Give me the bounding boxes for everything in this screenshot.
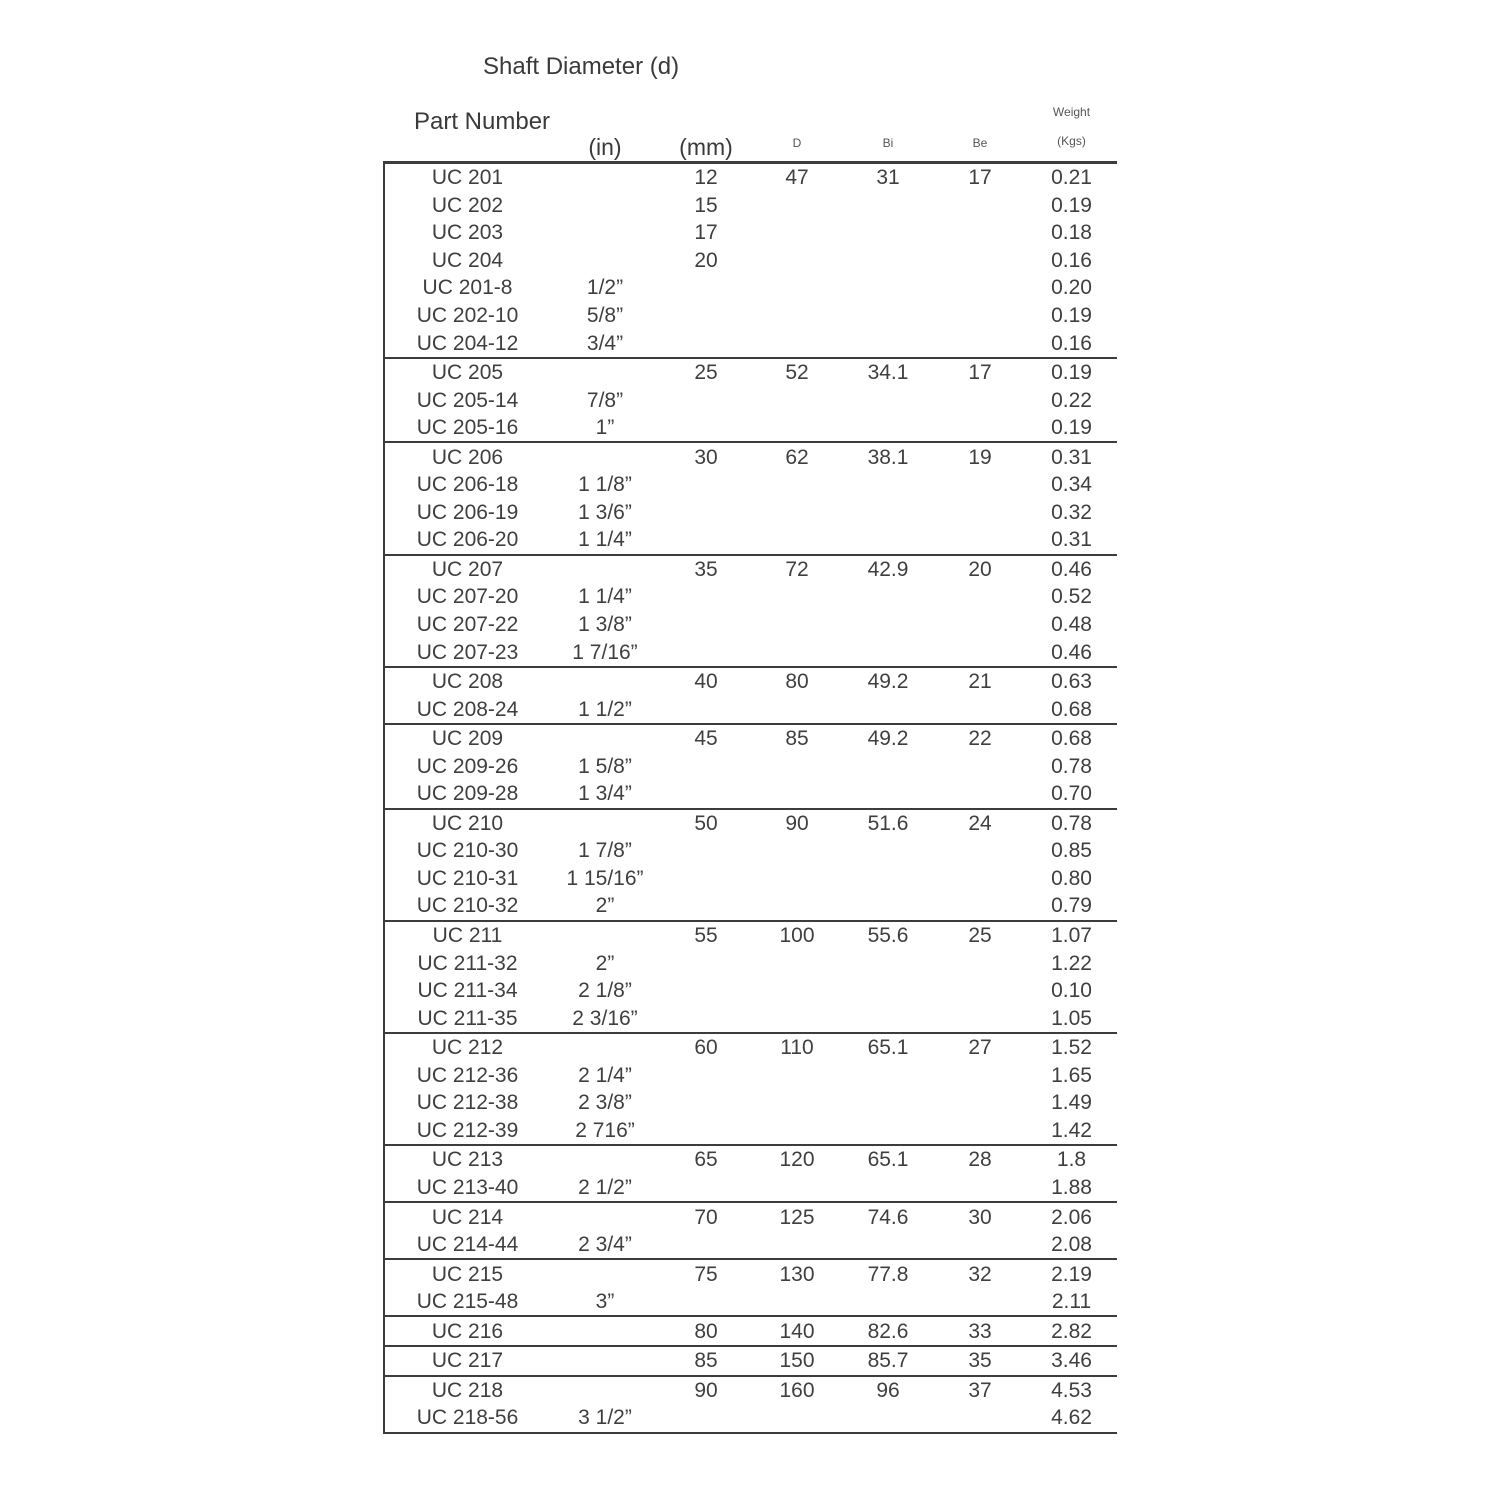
cell-part: UC 218-56	[416, 1406, 519, 1430]
cell-part: UC 207-20	[416, 585, 519, 609]
cell-bi: 85.7	[867, 1349, 909, 1373]
cell-be: 30	[968, 1205, 992, 1229]
cell-in: 2 716”	[575, 1118, 635, 1142]
be-column-header: Be	[972, 136, 988, 150]
table-row	[385, 359, 1117, 387]
cell-wt: 4.62	[1051, 1406, 1092, 1430]
cell-part: UC 204	[431, 248, 504, 272]
table-row	[385, 1377, 1117, 1405]
cell-be: 22	[968, 727, 992, 751]
cell-wt: 0.31	[1051, 528, 1092, 552]
cell-part: UC 201-8	[422, 276, 513, 300]
table-group	[385, 1377, 1117, 1434]
cell-in: 1 1/4”	[578, 585, 632, 609]
cell-wt: 0.19	[1051, 193, 1092, 217]
cell-part: UC 208	[431, 670, 504, 694]
cell-part: UC 215	[431, 1262, 504, 1286]
cell-mm: 80	[694, 1319, 718, 1343]
cell-bi: 77.8	[867, 1262, 909, 1286]
cell-be: 19	[968, 445, 992, 469]
cell-bi: 51.6	[867, 811, 909, 835]
cell-part: UC 209	[431, 727, 504, 751]
cell-in: 1 7/16”	[572, 640, 638, 664]
cell-part: UC 206-18	[416, 473, 519, 497]
cell-d: 110	[780, 1036, 814, 1060]
cell-wt: 0.16	[1051, 248, 1092, 272]
cell-part: UC 205	[431, 361, 504, 385]
table-group	[385, 668, 1117, 725]
cell-in: 2 1/8”	[578, 979, 632, 1003]
cell-in: 3”	[595, 1290, 615, 1314]
cell-wt: 0.78	[1051, 754, 1092, 778]
cell-d: 85	[785, 727, 809, 751]
cell-part: UC 209-28	[416, 782, 519, 806]
cell-mm: 90	[694, 1378, 718, 1402]
cell-wt: 0.34	[1051, 473, 1092, 497]
cell-in: 2”	[595, 951, 615, 975]
cell-part: UC 210-31	[416, 866, 519, 890]
cell-be: 28	[968, 1148, 992, 1172]
cell-in: 1 7/8”	[578, 839, 632, 863]
cell-d: 72	[785, 557, 809, 581]
cell-be: 33	[968, 1319, 992, 1343]
cell-wt: 2.82	[1051, 1319, 1092, 1343]
cell-wt: 3.46	[1051, 1349, 1092, 1373]
cell-bi: 42.9	[867, 557, 909, 581]
cell-part: UC 212-36	[416, 1063, 519, 1087]
cell-bi: 49.2	[867, 727, 909, 751]
cell-part: UC 210	[431, 811, 504, 835]
table-row	[385, 1174, 1117, 1202]
cell-wt: 2.11	[1051, 1290, 1092, 1314]
table-row	[385, 949, 1117, 977]
table-row	[385, 892, 1117, 920]
cell-bi: 49.2	[867, 670, 909, 694]
table-row	[385, 977, 1117, 1005]
cell-wt: 1.42	[1051, 1118, 1092, 1142]
table-group	[385, 1317, 1117, 1347]
cell-part: UC 211	[432, 924, 503, 948]
cell-part: UC 207	[431, 557, 504, 581]
table-row	[385, 302, 1117, 330]
cell-wt: 0.46	[1051, 557, 1092, 581]
table-row	[385, 1004, 1117, 1032]
cell-d: 125	[779, 1205, 815, 1229]
cell-in: 3/4”	[586, 331, 624, 355]
cell-wt: 1.52	[1051, 1036, 1092, 1060]
table-row	[385, 611, 1117, 639]
cell-wt: 0.79	[1051, 894, 1092, 918]
cell-bi: 82.6	[867, 1319, 909, 1343]
table-row	[385, 837, 1117, 865]
table-row	[385, 810, 1117, 838]
cell-bi: 38.1	[867, 445, 909, 469]
cell-part: UC 204-12	[416, 331, 519, 355]
cell-part: UC 206-19	[416, 500, 519, 524]
cell-d: 100	[779, 924, 815, 948]
cell-wt: 0.78	[1051, 811, 1092, 835]
table-row	[385, 1404, 1117, 1432]
table-row	[385, 414, 1117, 442]
cell-be: 32	[968, 1262, 992, 1286]
cell-bi: 31	[876, 166, 900, 190]
table-group	[385, 1146, 1117, 1203]
cell-mm: 30	[694, 445, 718, 469]
table-row	[385, 1231, 1117, 1259]
table-row	[385, 695, 1117, 723]
table-row	[385, 499, 1117, 527]
cell-in: 1 15/16”	[566, 866, 644, 890]
cell-part: UC 214-44	[416, 1233, 519, 1257]
cell-part: UC 212-39	[416, 1118, 519, 1142]
cell-d: 160	[779, 1378, 815, 1402]
cell-mm: 20	[694, 248, 718, 272]
spec-table	[383, 161, 1117, 1434]
cell-wt: 0.20	[1051, 276, 1092, 300]
cell-wt: 0.19	[1051, 304, 1092, 327]
table-row	[385, 1034, 1117, 1062]
cell-part: UC 213-40	[416, 1175, 519, 1199]
table-row	[385, 247, 1117, 275]
cell-wt: 0.68	[1051, 727, 1092, 751]
cell-be: 27	[968, 1036, 992, 1060]
cell-part: UC 202-10	[416, 304, 519, 327]
cell-mm: 40	[694, 670, 718, 694]
cell-part: UC 210-30	[416, 839, 519, 863]
cell-bi: 96	[876, 1378, 900, 1402]
table-group	[385, 359, 1117, 444]
table-row	[385, 1117, 1117, 1145]
cell-part: UC 211-32	[417, 951, 518, 975]
cell-wt: 0.63	[1051, 670, 1092, 694]
d-column-header: D	[792, 136, 802, 150]
cell-in: 1/2”	[586, 276, 624, 300]
in-column-header: (in)	[588, 134, 622, 160]
cell-be: 37	[968, 1378, 992, 1402]
cell-d: 90	[785, 811, 809, 835]
cell-part: UC 208-24	[416, 697, 519, 721]
cell-mm: 70	[694, 1205, 718, 1229]
table-row	[385, 922, 1117, 950]
cell-in: 2 3/8”	[578, 1091, 632, 1115]
cell-mm: 12	[694, 166, 718, 190]
table-row	[385, 443, 1117, 471]
cell-in: 1 5/8”	[578, 754, 632, 778]
cell-part: UC 205-14	[416, 388, 519, 412]
table-group	[385, 810, 1117, 922]
table-row	[385, 638, 1117, 666]
table-row	[385, 329, 1117, 357]
cell-d: 62	[785, 445, 809, 469]
cell-bi: 34.1	[867, 361, 909, 385]
cell-wt: 0.46	[1051, 640, 1092, 664]
cell-wt: 0.16	[1051, 331, 1092, 355]
table-row	[385, 725, 1117, 753]
cell-wt: 1.05	[1051, 1006, 1092, 1030]
table-row	[385, 1288, 1117, 1316]
cell-in: 5/8”	[586, 304, 624, 327]
table-group	[385, 164, 1117, 359]
cell-part: UC 209-26	[416, 754, 519, 778]
cell-part: UC 207-23	[416, 640, 519, 664]
cell-mm: 65	[694, 1148, 718, 1172]
cell-mm: 55	[694, 924, 718, 948]
table-row	[385, 164, 1117, 192]
cell-be: 20	[968, 557, 992, 581]
table-row	[385, 471, 1117, 499]
cell-wt: 0.48	[1051, 613, 1092, 637]
cell-part: UC 212	[431, 1036, 504, 1060]
cell-wt: 0.19	[1051, 361, 1092, 385]
part-number-column-header: Part Number	[414, 108, 551, 135]
cell-wt: 0.70	[1051, 782, 1092, 806]
cell-mm: 15	[694, 193, 718, 217]
cell-wt: 0.10	[1051, 979, 1092, 1003]
cell-part: UC 216	[431, 1319, 504, 1343]
table-row	[385, 386, 1117, 414]
table-row	[385, 1260, 1117, 1288]
cell-in: 2”	[595, 894, 615, 918]
cell-bi: 65.1	[867, 1148, 909, 1172]
cell-in: 2 3/16”	[572, 1006, 638, 1030]
cell-in: 1”	[595, 416, 615, 440]
cell-in: 1 3/4”	[578, 782, 632, 806]
cell-wt: 2.19	[1051, 1262, 1092, 1286]
cell-d: 52	[785, 361, 809, 385]
cell-wt: 1.88	[1051, 1175, 1092, 1199]
cell-wt: 1.22	[1051, 951, 1092, 975]
table-row	[385, 526, 1117, 554]
cell-wt: 0.52	[1051, 585, 1092, 609]
cell-part: UC 201	[431, 166, 504, 190]
cell-bi: 55.6	[867, 924, 909, 948]
table-row	[385, 274, 1117, 302]
table-row	[385, 1347, 1117, 1375]
cell-mm: 75	[694, 1262, 718, 1286]
cell-d: 140	[779, 1319, 815, 1343]
cell-in: 1 3/8”	[578, 613, 632, 637]
cell-in: 2 3/4”	[578, 1233, 632, 1257]
cell-part: UC 202	[431, 193, 504, 217]
table-group	[385, 1203, 1117, 1260]
table-row	[385, 556, 1117, 584]
cell-mm: 17	[694, 221, 718, 245]
cell-in: 1 1/2”	[578, 697, 632, 721]
table-group	[385, 556, 1117, 668]
cell-mm: 45	[694, 727, 718, 751]
cell-wt: 0.32	[1051, 500, 1092, 524]
cell-part: UC 217	[431, 1349, 504, 1373]
table-group	[385, 1260, 1117, 1317]
cell-part: UC 214	[431, 1205, 504, 1229]
cell-wt: 1.8	[1056, 1148, 1087, 1172]
cell-mm: 50	[694, 811, 718, 835]
mm-column-header: (mm)	[679, 134, 733, 160]
cell-wt: 2.08	[1051, 1233, 1092, 1257]
cell-wt: 0.22	[1051, 388, 1092, 412]
cell-part: UC 218	[431, 1378, 504, 1402]
cell-mm: 60	[694, 1036, 718, 1060]
table-group	[385, 1034, 1117, 1146]
cell-part: UC 211-35	[417, 1006, 518, 1030]
cell-wt: 2.06	[1051, 1205, 1092, 1229]
cell-wt: 1.07	[1051, 924, 1092, 948]
cell-d: 150	[779, 1349, 815, 1373]
cell-be: 21	[968, 670, 992, 694]
cell-d: 120	[779, 1148, 815, 1172]
table-row	[385, 1317, 1117, 1345]
cell-bi: 74.6	[867, 1205, 909, 1229]
cell-bi: 65.1	[867, 1036, 909, 1060]
cell-in: 7/8”	[586, 388, 624, 412]
table-row	[385, 219, 1117, 247]
table-row	[385, 1089, 1117, 1117]
table-row	[385, 780, 1117, 808]
table-group	[385, 443, 1117, 555]
cell-wt: 0.21	[1051, 166, 1092, 190]
cell-part: UC 211-34	[417, 979, 518, 1003]
cell-part: UC 212-38	[416, 1091, 519, 1115]
cell-in: 1 1/4”	[578, 528, 632, 552]
cell-in: 1 1/8”	[578, 473, 632, 497]
cell-in: 3 1/2”	[578, 1406, 632, 1430]
table-row	[385, 1203, 1117, 1231]
cell-be: 17	[968, 361, 992, 385]
cell-wt: 4.53	[1051, 1378, 1092, 1402]
cell-part: UC 206	[431, 445, 504, 469]
weight-column-header: Weight	[1052, 105, 1091, 119]
cell-wt: 0.18	[1051, 221, 1092, 245]
table-group	[385, 922, 1117, 1034]
cell-part: UC 215-48	[416, 1290, 519, 1314]
shaft-diameter-title: Shaft Diameter (d)	[483, 53, 680, 80]
table-row	[385, 583, 1117, 611]
cell-in: 1 3/6”	[578, 500, 632, 524]
cell-wt: 0.19	[1051, 416, 1092, 440]
cell-be: 17	[968, 166, 992, 190]
cell-in: 2 1/4”	[578, 1063, 632, 1087]
cell-part: UC 205-16	[416, 416, 519, 440]
cell-be: 25	[968, 924, 992, 948]
cell-d: 80	[785, 670, 809, 694]
weight-units-header: (Kgs)	[1057, 134, 1086, 148]
table-row	[385, 1062, 1117, 1090]
table-row	[385, 668, 1117, 696]
cell-mm: 35	[694, 557, 718, 581]
bi-column-header: Bi	[882, 136, 894, 150]
cell-wt: 0.85	[1051, 839, 1092, 863]
cell-part: UC 203	[431, 221, 504, 245]
cell-d: 130	[779, 1262, 815, 1286]
table-row	[385, 752, 1117, 780]
cell-wt: 0.80	[1051, 866, 1092, 890]
cell-wt: 1.65	[1051, 1063, 1092, 1087]
cell-part: UC 207-22	[416, 613, 519, 637]
cell-d: 47	[785, 166, 809, 190]
table-group	[385, 1347, 1117, 1377]
cell-mm: 25	[694, 361, 718, 385]
cell-in: 2 1/2”	[578, 1175, 632, 1199]
cell-part: UC 206-20	[416, 528, 519, 552]
cell-wt: 0.68	[1051, 697, 1092, 721]
cell-wt: 1.49	[1051, 1091, 1092, 1115]
cell-part: UC 210-32	[416, 894, 519, 918]
cell-mm: 85	[694, 1349, 718, 1373]
table-row	[385, 192, 1117, 220]
table-row	[385, 865, 1117, 893]
cell-be: 24	[968, 811, 992, 835]
table-group	[385, 725, 1117, 810]
table-row	[385, 1146, 1117, 1174]
cell-be: 35	[968, 1349, 992, 1373]
cell-wt: 0.31	[1051, 445, 1092, 469]
cell-part: UC 213	[431, 1148, 504, 1172]
